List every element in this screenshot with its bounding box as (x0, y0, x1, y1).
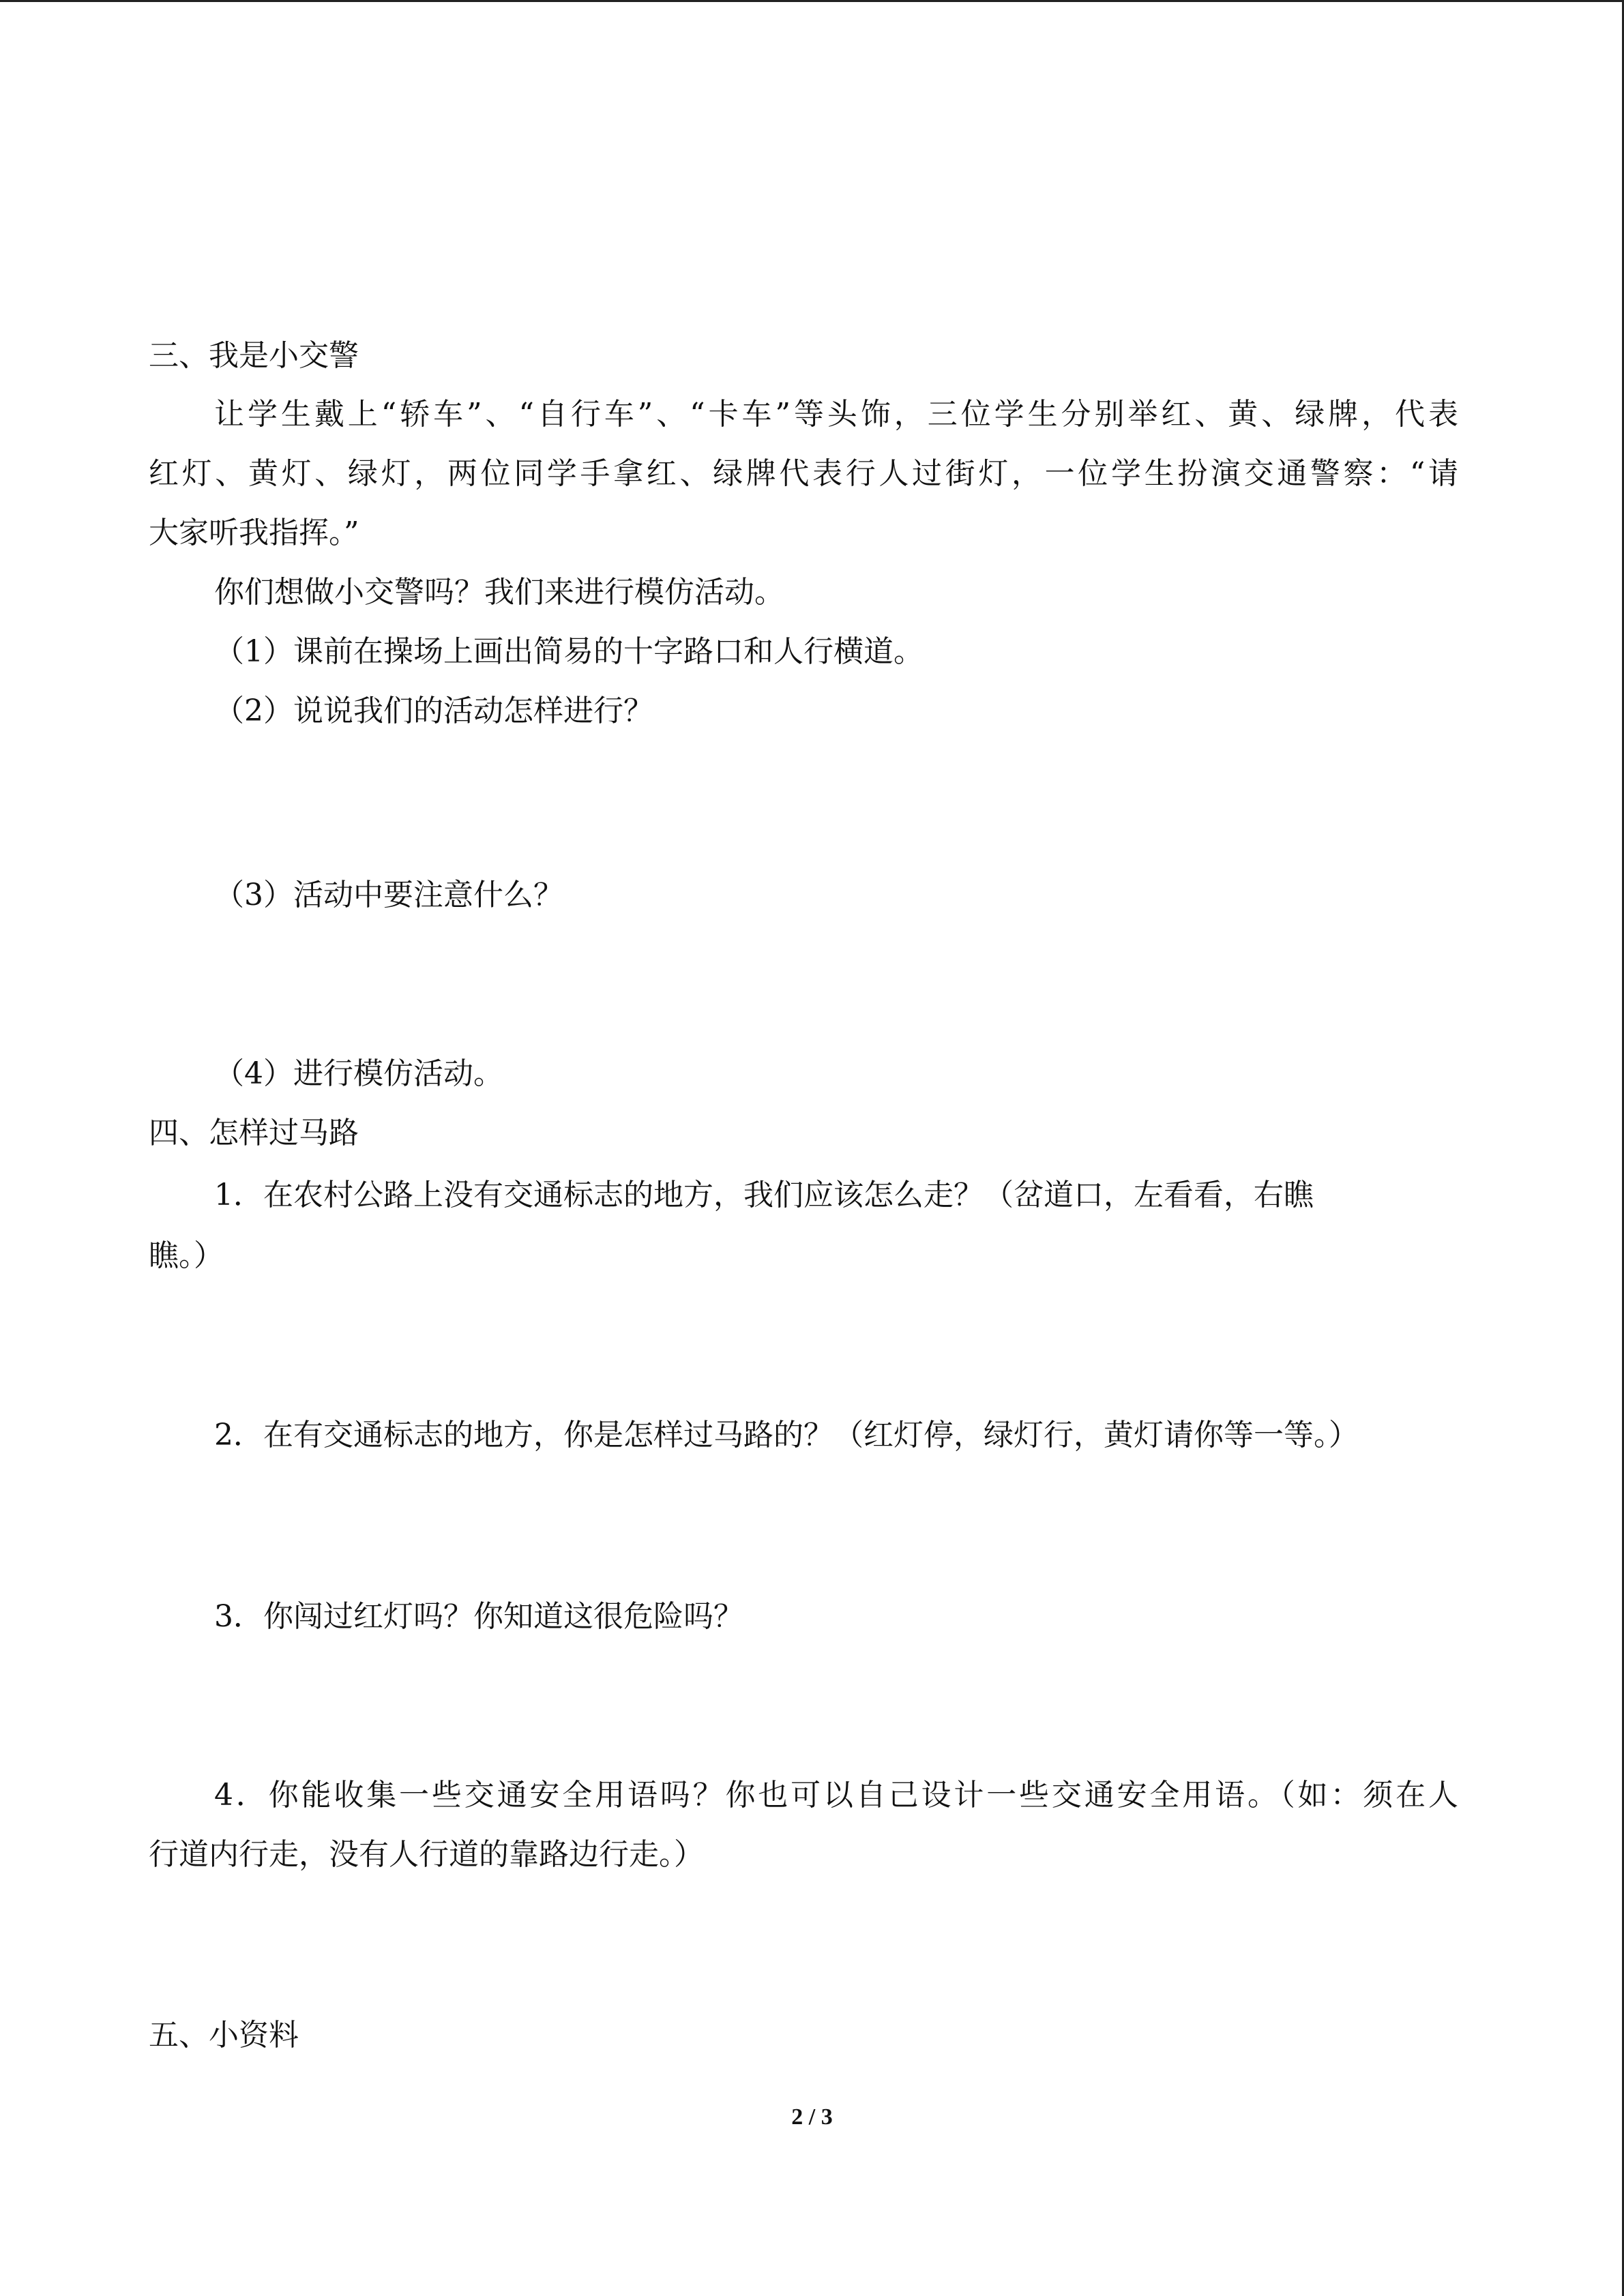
question-line: 行道内行走，没有人行道的靠路边行走。） (149, 1837, 704, 1872)
paragraph-line: 大家听我指挥。” (149, 516, 359, 550)
list-item: （4）进行模仿活动。 (214, 1056, 503, 1091)
paragraph-line: 红灯、黄灯、绿灯，两位同学手拿红、绿牌代表行人过街灯，一位学生扮演交通警察：“请 (149, 456, 1458, 491)
page-border-top (0, 0, 1624, 2)
paragraph-line: 让学生戴上“轿车”、“自行车”、“卡车”等头饰，三位学生分别举红、黄、绿牌，代表 (214, 397, 1458, 432)
paragraph-line: 你们想做小交警吗？我们来进行模仿活动。 (214, 575, 784, 610)
question-line: 1．在农村公路上没有交通标志的地方，我们应该怎么走？（岔道口，左看看，右瞧 (214, 1178, 1314, 1212)
question-line: 4．你能收集一些交通安全用语吗？你也可以自己设计一些交通安全用语。（如：须在人 (214, 1778, 1458, 1813)
question-line: 瞧。） (149, 1238, 224, 1273)
list-item: （1）课前在操场上画出简易的十字路口和人行横道。 (214, 634, 924, 669)
section-heading-3: 三、我是小交警 (149, 338, 359, 373)
list-item: （3）活动中要注意什么？ (214, 878, 563, 912)
page-number: 2 / 3 (791, 2104, 833, 2130)
list-item: （2）说说我们的活动怎样进行？ (214, 694, 653, 728)
section-heading-5: 五、小资料 (149, 2018, 299, 2053)
section-heading-4: 四、怎样过马路 (149, 1116, 359, 1150)
question-line: 3．你闯过红灯吗？你知道这很危险吗？ (214, 1599, 743, 1634)
question-line: 2．在有交通标志的地方，你是怎样过马路的？（红灯停，绿灯行，黄灯请你等一等。） (214, 1418, 1359, 1452)
